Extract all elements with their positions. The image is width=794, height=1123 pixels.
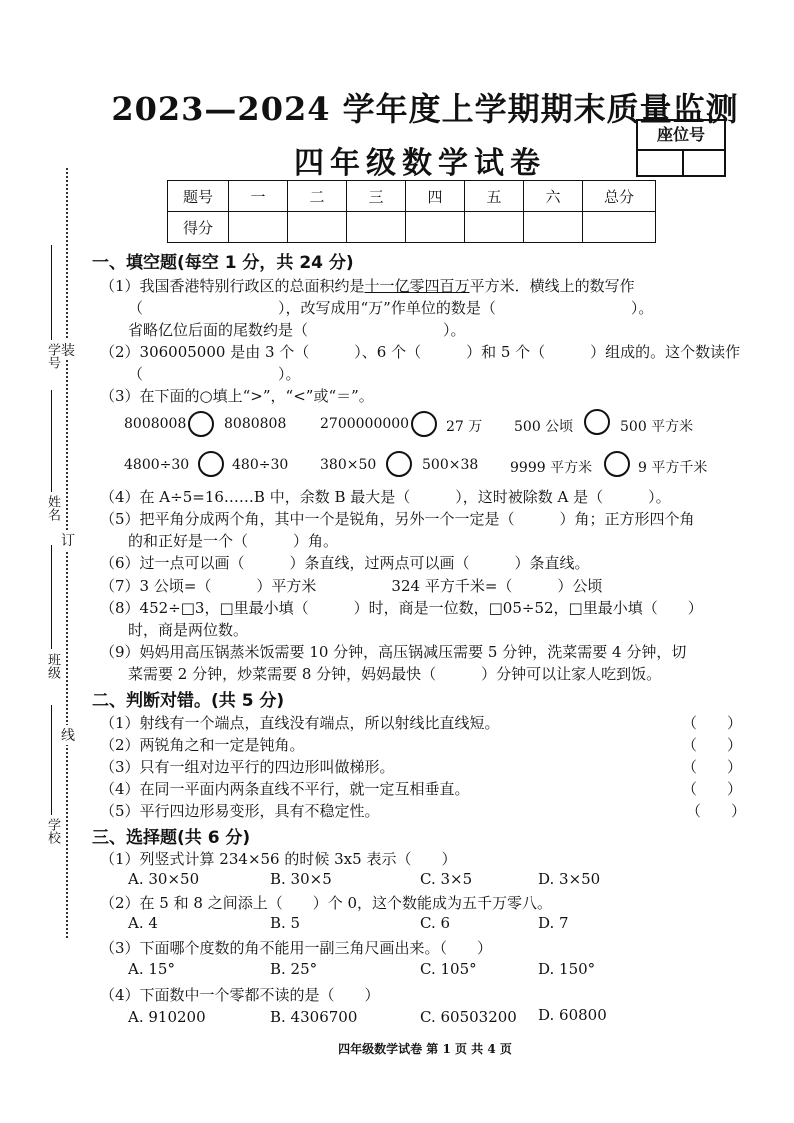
compare-circle[interactable]	[584, 409, 610, 435]
score-cell: 题号	[168, 181, 229, 212]
score-cell: 一	[229, 181, 288, 212]
score-blank-cell[interactable]	[288, 212, 347, 243]
underlined-text: 十一亿零四百万	[364, 277, 470, 295]
question-line[interactable]: 省略亿位后面的尾数约是（ ）。	[128, 321, 466, 339]
compare-term: 4800÷30	[124, 457, 190, 473]
answer-blank[interactable]: （ ）	[682, 758, 743, 776]
seat-number-label: 座位号	[638, 121, 724, 151]
answer-blank[interactable]: （ ）	[682, 714, 743, 732]
question-line[interactable]: （ ），改写成用“万”作单位的数是（ ）。	[128, 299, 654, 317]
student-id-label: 学号	[45, 343, 60, 369]
choice-option[interactable]: C. 105°	[420, 960, 477, 978]
judge-item: （2）两锐角之和一定是钝角。	[100, 736, 305, 754]
choice-option[interactable]: D. 60800	[538, 1006, 607, 1024]
score-blank-cell[interactable]	[229, 212, 288, 243]
score-cell: 得分	[168, 212, 229, 243]
question-text: （1）我国香港特别行政区的总面积约是	[100, 277, 365, 295]
student-id-field[interactable]	[44, 245, 60, 375]
class-underline	[51, 545, 52, 649]
score-cell: 五	[465, 181, 524, 212]
exam-title: 2023—2024 学年度上学期期末质量监测	[111, 90, 739, 128]
binding-char: 订	[60, 530, 76, 550]
judge-item: （1）射线有一个端点，直线没有端点，所以射线比直线短。	[100, 714, 500, 732]
choice-stem[interactable]: （2）在 5 和 8 之间添上（ ）个 0，这个数能成为五千万零八。	[100, 894, 553, 912]
choice-option[interactable]: C. 60503200	[420, 1008, 517, 1026]
student-name-field[interactable]	[44, 390, 60, 530]
compare-term: 500 公顷	[514, 419, 574, 435]
section-heading: 三、选择题(共 6 分)	[92, 828, 251, 848]
choice-stem[interactable]: （1）列竖式计算 234×56 的时候 3x5 表示（ ）	[100, 850, 457, 868]
choice-option[interactable]: A. 15°	[128, 960, 175, 978]
score-cell: 二	[288, 181, 347, 212]
compare-term: 8008008	[124, 416, 187, 432]
score-blank-cell[interactable]	[406, 212, 465, 243]
choice-option[interactable]: B. 30×5	[270, 870, 332, 888]
choice-option[interactable]: A. 4	[128, 914, 158, 932]
question-line	[100, 275, 635, 296]
compare-circle[interactable]	[604, 451, 630, 477]
choice-option[interactable]: B. 4306700	[270, 1008, 358, 1026]
judge-item: （3）只有一组对边平行的四边形叫做梯形。	[100, 758, 395, 776]
student-name-underline	[51, 390, 52, 492]
question-line[interactable]: （8）452÷□3，□里最小填（ ）时，商是一位数，□05÷52，□里最小填（ ）	[100, 599, 703, 617]
compare-term: 9999 平方米	[510, 460, 593, 476]
score-table-score-row	[168, 212, 656, 243]
score-table-header-row	[168, 181, 656, 212]
score-cell: 总分	[583, 181, 656, 212]
score-blank-cell[interactable]	[347, 212, 406, 243]
section-heading: 一、填空题(每空 1 分，共 24 分)	[92, 253, 354, 273]
score-blank-cell[interactable]	[465, 212, 524, 243]
choice-option[interactable]: D. 3×50	[538, 870, 601, 888]
compare-term: 9 平方千米	[638, 460, 708, 476]
student-name-label: 姓名	[45, 495, 60, 521]
school-label: 学校	[45, 818, 60, 844]
compare-circle[interactable]	[411, 411, 437, 437]
choice-stem[interactable]: （3）下面哪个度数的角不能用一副三角尺画出来。（ ）	[100, 939, 493, 957]
compare-circle[interactable]	[386, 451, 412, 477]
question-line: 时，商是两位数。	[128, 621, 249, 639]
score-cell: 六	[524, 181, 583, 212]
class-label: 班级	[45, 653, 60, 679]
question-line[interactable]: （2）306005000 是由 3 个（ ）、6 个（ ）和 5 个（ ）组成的。这个数读作	[100, 343, 741, 361]
choice-option[interactable]: A. 910200	[128, 1008, 206, 1026]
exam-subtitle: 四年级数学试卷	[294, 146, 546, 181]
score-blank-cell[interactable]	[524, 212, 583, 243]
compare-circle[interactable]	[188, 411, 214, 437]
choice-option[interactable]: D. 7	[538, 914, 569, 932]
choice-option[interactable]: C. 6	[420, 914, 451, 932]
question-line: （3）在下面的○填上“>”，“<”或“＝”。	[100, 387, 374, 405]
compare-term: 8080808	[224, 416, 287, 432]
question-line[interactable]: （5）把平角分成两个角，其中一个是锐角，另外一个一定是（ ）角；正方形四个角	[100, 510, 695, 528]
seat-number-divider	[682, 149, 684, 175]
question-text: 平方米．横线上的数写作	[469, 277, 635, 295]
question-line[interactable]: （6）过一点可以画（ ）条直线，过两点可以画（ ）条直线。	[100, 554, 590, 572]
score-table	[167, 180, 656, 243]
choice-option[interactable]: B. 25°	[270, 960, 318, 978]
answer-blank[interactable]: （ ）	[686, 802, 747, 820]
judge-item: （4）在同一平面内两条直线不平行，就一定互相垂直。	[100, 780, 470, 798]
choice-stem[interactable]: （4）下面数中一个零都不读的是（ ）	[100, 986, 380, 1004]
school-underline	[51, 705, 52, 815]
compare-term: 2700000000	[320, 416, 410, 432]
choice-option[interactable]: C. 3×5	[420, 870, 473, 888]
question-line[interactable]: （ ）。	[128, 365, 301, 383]
binding-line	[66, 168, 68, 938]
compare-term: 480÷30	[232, 457, 289, 473]
question-line[interactable]: 菜需要 2 分钟，炒菜需要 8 分钟，妈妈最快（ ）分钟可以让家人吃到饭。	[128, 665, 662, 683]
compare-term: 27 万	[446, 419, 483, 435]
seat-number-box	[636, 119, 726, 177]
question-line[interactable]: （4）在 A÷5=16……B 中，余数 B 最大是（ ），这时被除数 A 是（ ）。	[100, 488, 671, 506]
score-blank-cell[interactable]	[583, 212, 656, 243]
compare-circle[interactable]	[198, 451, 224, 477]
page-footer: 四年级数学试卷 第 1 页 共 4 页	[338, 1042, 512, 1056]
compare-term: 500 平方米	[620, 419, 694, 435]
choice-option[interactable]: B. 5	[270, 914, 301, 932]
question-line[interactable]: 的和正好是一个（ ）角。	[128, 532, 339, 550]
binding-char: 装	[60, 340, 76, 360]
score-cell: 三	[347, 181, 406, 212]
choice-option[interactable]: D. 150°	[538, 960, 596, 978]
answer-blank[interactable]: （ ）	[682, 780, 743, 798]
section-heading: 二、判断对错。(共 5 分)	[92, 691, 285, 711]
score-cell: 四	[406, 181, 465, 212]
binding-char: 线	[60, 725, 76, 745]
judge-item: （5）平行四边形易变形，具有不稳定性。	[100, 802, 380, 820]
question-line: （9）妈妈用高压锅蒸米饭需要 10 分钟，高压锅减压需要 5 分钟，洗菜需要 4 分钟，切	[100, 643, 687, 661]
student-id-underline	[51, 245, 52, 340]
school-field[interactable]	[44, 705, 60, 855]
question-line[interactable]: （7）3 公顷=（ ）平方米 324 平方千米=（ ）公顷	[100, 577, 603, 595]
compare-term: 500×38	[422, 457, 479, 473]
class-field[interactable]	[44, 545, 60, 690]
answer-blank[interactable]: （ ）	[682, 736, 743, 754]
choice-option[interactable]: A. 30×50	[128, 870, 200, 888]
compare-term: 380×50	[320, 457, 377, 473]
